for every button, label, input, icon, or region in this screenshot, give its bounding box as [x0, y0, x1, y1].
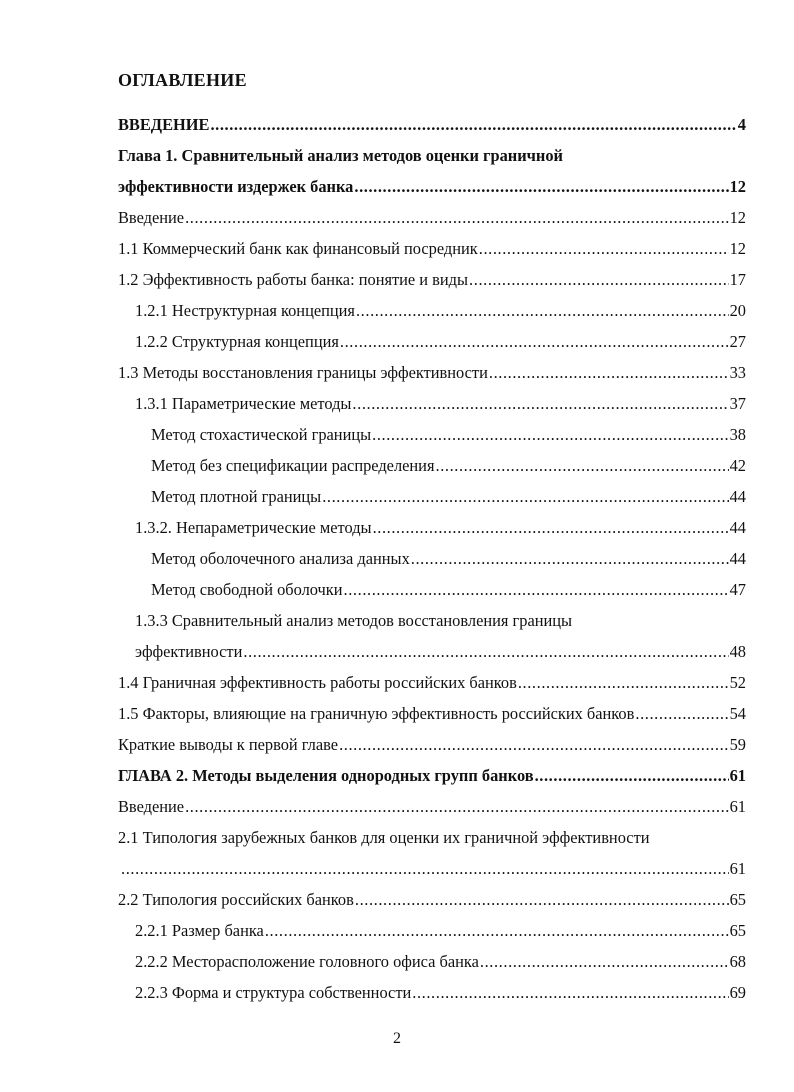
leader-dots [535, 766, 729, 786]
leader-dots [411, 549, 729, 569]
toc-entry-page: 69 [729, 983, 746, 1002]
toc-entry-2-2-1[interactable] [0, 914, 794, 945]
toc-entry-1-3-2[interactable] [0, 511, 794, 542]
leader-dots [210, 115, 736, 135]
toc-entry-ch1-conclusions[interactable] [0, 728, 794, 759]
toc-entry-page: 38 [729, 425, 746, 444]
toc-entry-label: 2.2.2 Месторасположение головного офиса банка [135, 952, 479, 971]
toc-entry-page: 33 [729, 363, 746, 382]
leader-dots [412, 983, 728, 1003]
toc-entry-label: 1.3.3 Сравнительный анализ методов восстановления границы [135, 611, 573, 630]
toc-entry-page: 4 [737, 115, 746, 134]
toc-entry-label: эффективности [135, 642, 243, 661]
leader-dots [355, 890, 729, 910]
leader-dots [243, 642, 728, 662]
leader-dots [121, 859, 729, 879]
page-number: 2 [393, 1030, 401, 1047]
toc-entry-page: 68 [729, 952, 746, 971]
toc-entry-page: 17 [729, 270, 746, 289]
leader-dots [469, 270, 729, 290]
toc-entry-page: 27 [729, 332, 746, 351]
toc-entry-label: Краткие выводы к первой главе [118, 735, 339, 754]
toc-entry-dfa[interactable] [0, 449, 794, 480]
toc-entry-label: Метод оболочечного анализа данных [151, 549, 410, 568]
toc-entry-label: 1.1 Коммерческий банк как финансовый посредник [118, 239, 478, 258]
leader-dots [352, 394, 728, 414]
leader-dots [479, 239, 729, 259]
page-title: ОГЛАВЛЕНИЕ [118, 70, 247, 90]
toc-entry-label: 1.3.2. Непараметрические методы [135, 518, 372, 537]
toc-entry-chapter-1[interactable] [0, 139, 794, 170]
toc-entry-label: ГЛАВА 2. Методы выделения однородных групп банков [118, 766, 534, 785]
toc-entry-label: Введение [118, 797, 185, 816]
toc-entry-label: 1.3 Методы восстановления границы эффективности [118, 363, 488, 382]
leader-dots [265, 921, 729, 941]
toc-entry-chapter-2[interactable] [0, 759, 794, 790]
toc-entry-label: 2.1 Типология зарубежных банков для оценки их граничной эффективности [118, 828, 650, 847]
leader-dots [344, 580, 729, 600]
leader-dots [340, 332, 729, 352]
toc-entry-label: 1.2 Эффективность работы банка: понятие и виды [118, 270, 469, 289]
leader-dots [635, 704, 728, 724]
leader-dots [185, 797, 729, 817]
toc-entry-label: 1.3.1 Параметрические методы [135, 394, 352, 413]
toc-entry-page: 44 [729, 549, 746, 568]
toc-entry-page: 44 [729, 518, 746, 537]
toc-entry-page: 65 [729, 890, 746, 909]
toc-entry-page: 47 [729, 580, 746, 599]
toc-entry-page: 37 [729, 394, 746, 413]
toc-entry-page: 61 [729, 797, 746, 816]
toc-entry-sfa[interactable] [0, 418, 794, 449]
toc-entry-page: 61 [729, 859, 746, 878]
toc-entry-1-4[interactable] [0, 666, 794, 697]
toc-entry-1-3[interactable] [0, 356, 794, 387]
leader-dots [489, 363, 729, 383]
toc-entry-2-1-cont[interactable] [0, 852, 794, 883]
toc-entry-1-5[interactable] [0, 697, 794, 728]
leader-dots [436, 456, 729, 476]
toc-entry-1-3-1[interactable] [0, 387, 794, 418]
toc-entry-label: Метод без спецификации распределения [151, 456, 435, 475]
toc-entry-page: 20 [729, 301, 746, 320]
toc-entry-chapter-1-cont[interactable] [0, 170, 794, 201]
toc-entry-label: Метод свободной оболочки [151, 580, 343, 599]
leader-dots [339, 735, 729, 755]
leader-dots [322, 487, 728, 507]
toc-entry-1-2-1[interactable] [0, 294, 794, 325]
toc-entry-label: 2.2.3 Форма и структура собственности [135, 983, 412, 1002]
toc-entry-label: Метод плотной границы [151, 487, 322, 506]
toc-entry-label: ВВЕДЕНИЕ [118, 115, 210, 134]
toc-entry-label: Глава 1. Сравнительный анализ методов оценки граничной [118, 146, 564, 165]
toc-entry-page: 61 [729, 766, 746, 785]
leader-dots [480, 952, 729, 972]
toc-entry-label: 1.2.2 Структурная концепция [135, 332, 339, 351]
toc-entry-page: 44 [729, 487, 746, 506]
toc-entry-page: 12 [729, 208, 746, 227]
toc-entry-2-1[interactable] [0, 821, 794, 852]
leader-dots [354, 177, 728, 197]
toc-entry-page: 42 [729, 456, 746, 475]
toc-entry-2-2[interactable] [0, 883, 794, 914]
toc-entry-1-2-2[interactable] [0, 325, 794, 356]
toc-entry-1-3-3-cont[interactable] [0, 635, 794, 666]
toc-entry-fdh[interactable] [0, 573, 794, 604]
toc-entry-ch1-intro[interactable] [0, 201, 794, 232]
toc-entry-1-1[interactable] [0, 232, 794, 263]
toc-entry-page: 65 [729, 921, 746, 940]
leader-dots [185, 208, 729, 228]
toc-entry-tfa[interactable] [0, 480, 794, 511]
toc-entry-page: 12 [729, 177, 746, 196]
toc-entry-label: Метод стохастической границы [151, 425, 372, 444]
leader-dots [518, 673, 729, 693]
toc-entry-ch2-intro[interactable] [0, 790, 794, 821]
toc-entry-label: Введение [118, 208, 185, 227]
toc-entry-page: 48 [729, 642, 746, 661]
toc-entry-page: 12 [729, 239, 746, 258]
toc-entry-1-3-3[interactable] [0, 604, 794, 635]
toc-entry-label: эффективности издержек банка [118, 177, 354, 196]
toc-entry-page: 54 [729, 704, 746, 723]
toc-entry-2-2-2[interactable] [0, 945, 794, 976]
toc-entry-introduction[interactable] [0, 108, 794, 139]
leader-dots [356, 301, 729, 321]
toc-entry-2-2-3[interactable] [0, 976, 794, 1007]
toc-entry-label: 1.2.1 Неструктурная концепция [135, 301, 355, 320]
leader-dots [372, 425, 728, 445]
toc-entry-1-2[interactable] [0, 263, 794, 294]
leader-dots [373, 518, 729, 538]
toc-entry-label: 1.4 Граничная эффективность работы российских банков [118, 673, 517, 692]
toc-entry-dea[interactable] [0, 542, 794, 573]
toc-entry-label: 2.2.1 Размер банка [135, 921, 264, 940]
toc-entry-page: 52 [729, 673, 746, 692]
toc-entry-label: 1.5 Факторы, влияющие на граничную эффективность российских банков [118, 704, 635, 723]
toc-entry-page: 59 [729, 735, 746, 754]
toc-entry-label: 2.2 Типология российских банков [118, 890, 354, 909]
